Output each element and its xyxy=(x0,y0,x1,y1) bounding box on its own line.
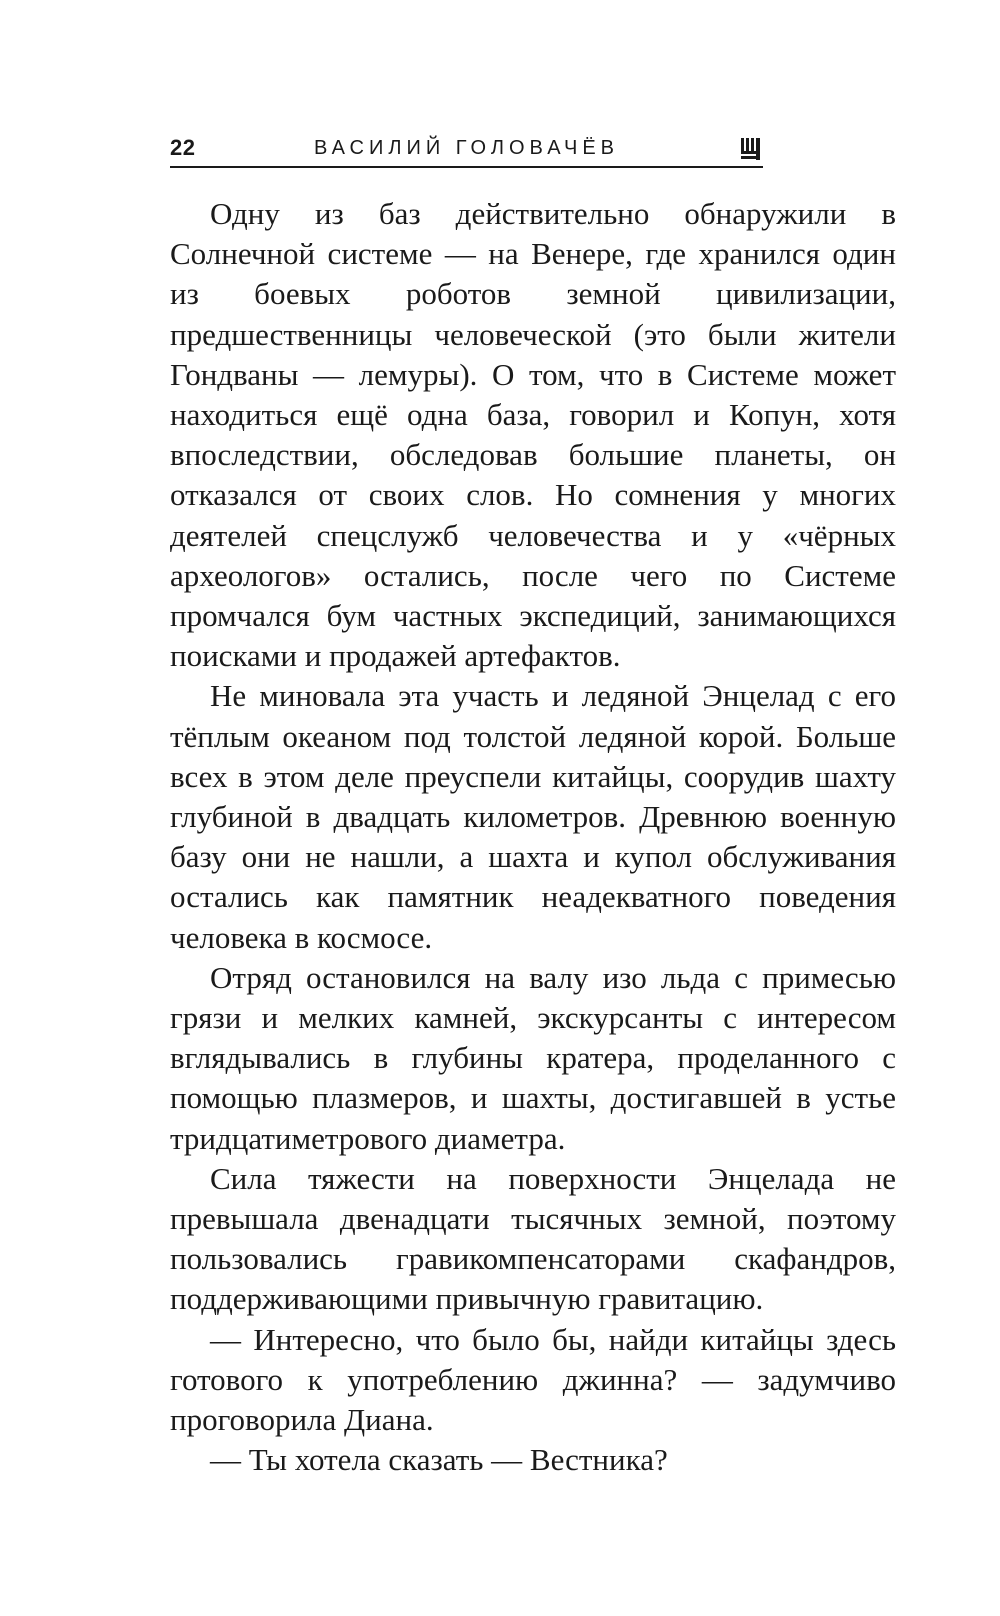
paragraph-4: Сила тяжести на поверхности Энцелада не превышала двенадцати тысячных земной, поэтому пользовались гравикомпенсаторами скафандров, поддерживающими привычную гравитацию. xyxy=(170,1160,896,1317)
body-text xyxy=(170,194,896,1481)
paragraph-5: — Интересно, что было бы, найди китайцы здесь готового к употреблению джинна? — задумчиво проговорила Диана. xyxy=(170,1321,896,1438)
author-name: ВАСИЛИЙ ГОЛОВАЧЁВ xyxy=(313,137,620,159)
paragraph-1: Одну из баз действительно обнаружили в Солнечной системе — на Венере, где хранился один из боевых роботов земной цивилизации, предшественницы человеческой (это были жители Гондваны — лемуры). О том, что в Системе может находиться ещё одна база, говорил и Копун, хотя впоследствии, обследовав большие планеты, он отказался от своих слов. Но сомнения у многих деятелей спецслужб человечества и у «чёрных археологов» остались, после чего по Системе промчался бум частных экспедиций, занимающихся поисками и продажей артефактов. xyxy=(170,196,896,674)
publisher-logo-icon xyxy=(739,136,763,160)
paragraph-3: Отряд остановился на валу изо льда с примесью грязи и мелких камней, экскурсанты с интересом вглядывались в глубины кратера, проделанного с помощью плазмеров, и шахты, достигавшей в устье тридцатиметрового диаметра. xyxy=(170,959,896,1156)
paragraph-2: Не миновала эта участь и ледяной Энцелад с его тёплым океаном под толстой ледяной корой. Больше всех в этом деле преуспели китайцы, соорудив шахту глубиной в двадцать километров. Древнюю военную базу они не нашли, а шахта и купол обслуживания остались как памятник неадекватного поведения человека в космосе. xyxy=(170,678,896,955)
paragraph-6: — Ты хотела сказать — Вестника? xyxy=(210,1442,668,1478)
page-number: 22 xyxy=(170,135,196,160)
running-head xyxy=(170,134,763,168)
